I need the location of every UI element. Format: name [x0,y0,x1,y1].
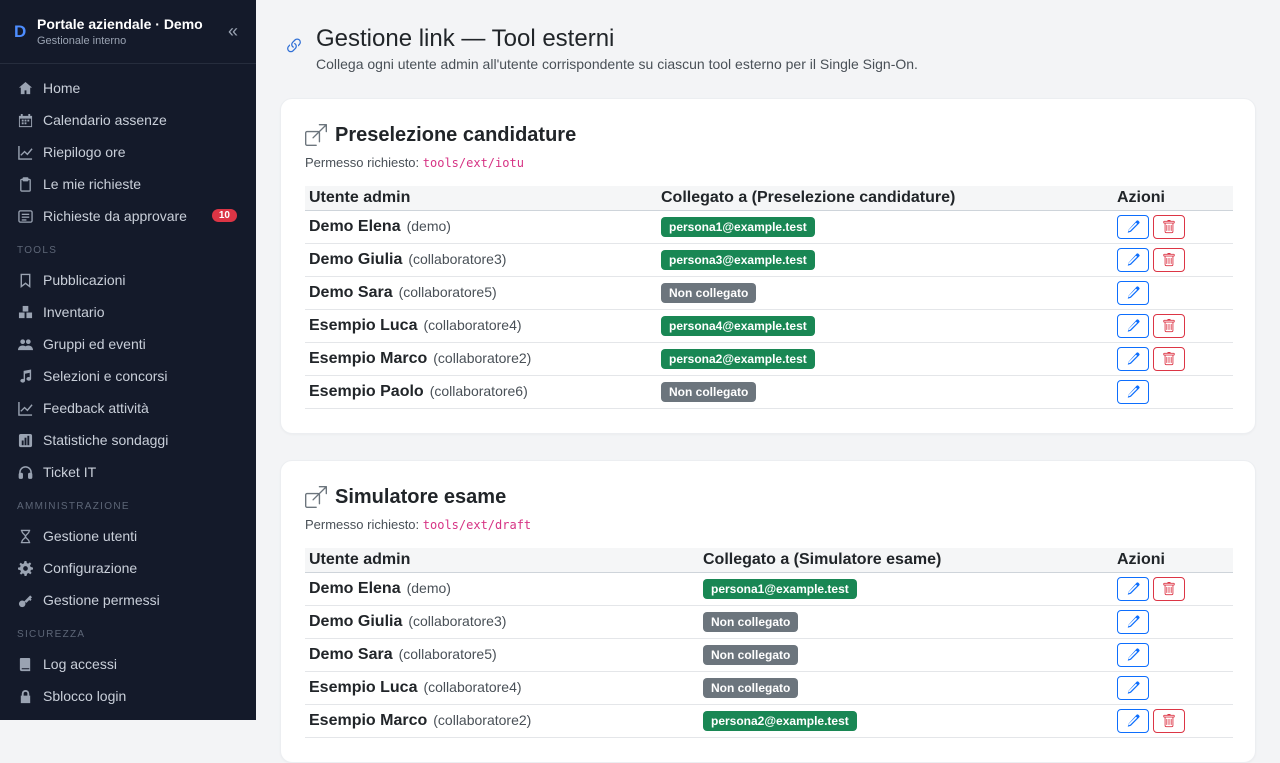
table-row [305,243,1233,276]
actions-cell [1113,375,1233,408]
row-actions [1117,577,1229,601]
delete-link-button[interactable] [1153,577,1185,601]
user-cell [305,572,699,605]
user-name: Esempio Marco [309,349,428,367]
link-cell [699,671,1113,704]
table-row [305,375,1233,408]
pencil-icon [1126,220,1140,234]
pencil-icon [1126,385,1140,399]
link-icon [284,36,304,61]
not-linked-badge: Non collegato [661,283,756,303]
sidebar-item-label: Selezioni e concorsi [43,368,168,384]
sidebar-section-title: TOOLS [17,244,58,256]
user-name: Esempio Luca [309,316,418,334]
sidebar-item-label: Pubblicazioni [43,272,126,288]
bookmark-icon [17,272,33,288]
edit-link-button[interactable] [1117,577,1149,601]
table-row [305,309,1233,342]
user-login: (collaboratore5) [398,283,497,300]
linked-user-badge: persona2@example.test [661,349,815,369]
sidebar-section-title: AMMINISTRAZIONE [17,500,130,512]
not-linked-badge: Non collegato [703,645,798,665]
column-header: Utente admin [305,186,657,210]
row-actions [1117,610,1229,634]
sidebar-item-gestione-utenti[interactable] [0,520,256,552]
user-cell [305,671,699,704]
user-name: Esempio Luca [309,678,418,696]
edit-link-button[interactable] [1117,347,1149,371]
column-header: Azioni [1113,186,1233,210]
actions-cell [1113,704,1233,737]
sidebar-item-label: Log accessi [43,656,117,672]
user-name: Demo Giulia [309,612,403,630]
sidebar-item-configurazione[interactable] [0,552,256,584]
user-login: (demo) [406,217,451,234]
user-cell [305,605,699,638]
calendar-icon [17,112,33,128]
section-card-1 [280,460,1256,763]
edit-link-button[interactable] [1117,248,1149,272]
table-row [305,605,1233,638]
edit-link-button[interactable] [1117,314,1149,338]
pencil-icon [1126,615,1140,629]
user-cell [305,638,699,671]
sidebar-item-log-accessi[interactable] [0,648,256,680]
sidebar-item-label: Calendario assenze [43,112,167,128]
actions-cell [1113,671,1233,704]
link-cell [699,704,1113,737]
home-icon [17,80,33,96]
journal-icon [17,656,33,672]
pencil-icon [1126,352,1140,366]
section-title: Preselezione candidature [335,123,577,146]
edit-link-button[interactable] [1117,380,1149,404]
column-header: Collegato a (Simulatore esame) [699,548,1113,572]
sidebar-item-label: Gestione permessi [43,592,160,608]
trash-icon [1162,253,1176,267]
sidebar [0,0,256,720]
trash-icon [1162,319,1176,333]
sidebar-item-label: Sblocco login [43,688,127,704]
delete-link-button[interactable] [1153,248,1185,272]
trash-icon [1162,220,1176,234]
lock-icon [17,688,33,704]
edit-link-button[interactable] [1117,643,1149,667]
table-row [305,704,1233,737]
sidebar-item-richieste-da-approvare[interactable] [0,200,256,232]
permission-label: Permesso richiesto: [305,517,420,532]
brand-logo: D [14,21,27,41]
sidebar-item-statistiche-sondaggi[interactable] [0,424,256,456]
sidebar-item-label: Gestione utenti [43,528,138,544]
hourglass-icon [17,528,33,544]
user-login: (collaboratore3) [408,250,507,267]
user-name: Demo Elena [309,579,401,597]
link-cell [657,309,1113,342]
sidebar-item-label: Richieste da approvare [43,208,187,224]
sidebar-item-label: Configurazione [43,560,138,576]
edit-link-button[interactable] [1117,676,1149,700]
section-header [305,123,1231,147]
stats-icon [17,432,33,448]
link-cell [699,572,1113,605]
link-cell [657,210,1113,243]
sidebar-item-label: Le mie richieste [43,176,142,192]
pencil-icon [1126,681,1140,695]
not-linked-badge: Non collegato [661,382,756,402]
user-cell [305,276,657,309]
column-header: Utente admin [305,548,699,572]
sidebar-item-label: Riepilogo ore [43,144,126,160]
row-actions [1117,676,1229,700]
main-content [256,0,1280,729]
user-cell [305,243,657,276]
user-login: (collaboratore5) [398,645,497,662]
linked-user-badge: persona1@example.test [703,579,857,599]
table-row [305,671,1233,704]
table-header-row [305,548,1233,572]
edit-link-button[interactable] [1117,709,1149,733]
edit-link-button[interactable] [1117,610,1149,634]
user-login: (collaboratore4) [423,678,522,695]
pencil-icon [1126,319,1140,333]
user-login: (collaboratore3) [408,612,507,629]
brand-subtitle: Gestionale interno [37,35,127,47]
sidebar-item-sblocco-login[interactable] [0,680,256,712]
link-cell [657,276,1113,309]
trash-icon [1162,582,1176,596]
required-permission [305,155,1231,170]
table-row [305,572,1233,605]
pending-count-badge: 10 [212,209,237,222]
sidebar-item-le-mie-richieste[interactable] [0,168,256,200]
links-table [305,548,1233,738]
user-login: (collaboratore2) [433,349,532,366]
sidebar-item-selezioni-e-concorsi[interactable] [0,360,256,392]
people-icon [17,336,33,352]
link-cell [657,342,1113,375]
sidebar-item-label: Inventario [43,304,105,320]
row-actions [1117,281,1229,305]
sidebar-item-label: Feedback attività [43,400,149,416]
clipboard-icon [17,176,33,192]
sidebar-item-ticket-it[interactable] [0,456,256,488]
section-card-0 [280,98,1256,434]
delete-link-button[interactable] [1153,215,1185,239]
column-header: Azioni [1113,548,1233,572]
row-actions [1117,347,1229,371]
user-name: Demo Elena [309,217,401,235]
row-actions [1117,643,1229,667]
sidebar-item-home[interactable] [0,72,256,104]
collapse-sidebar-button[interactable]: « [227,21,238,41]
actions-cell [1113,342,1233,375]
sidebar-nav [0,64,256,712]
page-title: Gestione link — Tool esterni [316,25,615,52]
actions-cell [1113,243,1233,276]
sidebar-item-pubblicazioni[interactable] [0,264,256,296]
user-cell [305,375,657,408]
sidebar-item-riepilogo-ore[interactable] [0,136,256,168]
user-name: Demo Giulia [309,250,403,268]
user-cell [305,309,657,342]
actions-cell [1113,572,1233,605]
permission-label: Permesso richiesto: [305,155,420,170]
actions-cell [1113,276,1233,309]
pencil-icon [1126,648,1140,662]
sidebar-section-title: SICUREZZA [17,628,86,640]
table-row [305,276,1233,309]
edit-link-button[interactable] [1117,281,1149,305]
row-actions [1117,215,1229,239]
user-name: Demo Sara [309,645,393,663]
pencil-icon [1126,714,1140,728]
sidebar-item-gruppi-ed-eventi[interactable] [0,328,256,360]
user-cell [305,342,657,375]
permission-code: tools/ext/draft [422,518,532,532]
trash-icon [1162,352,1176,366]
actions-cell [1113,605,1233,638]
user-cell [305,704,699,737]
user-cell [305,210,657,243]
sidebar-item-gestione-permessi[interactable] [0,584,256,616]
list-icon [17,208,33,224]
link-cell [699,638,1113,671]
brand-title: Portale aziendale · Demo [37,16,203,32]
row-actions [1117,709,1229,733]
linked-user-badge: persona2@example.test [703,711,857,731]
user-login: (demo) [406,579,451,596]
user-name: Esempio Marco [309,711,428,729]
pencil-icon [1126,253,1140,267]
linked-user-badge: persona1@example.test [661,217,815,237]
required-permission [305,517,1231,532]
key-icon [17,592,33,608]
link-cell [657,243,1113,276]
user-login: (collaboratore2) [433,711,532,728]
actions-cell [1113,210,1233,243]
table-row [305,638,1233,671]
user-name: Esempio Paolo [309,382,424,400]
external-link-icon [305,124,327,146]
brand-text [37,16,203,47]
row-actions [1117,314,1229,338]
link-cell [699,605,1113,638]
pencil-icon [1126,582,1140,596]
edit-link-button[interactable] [1117,215,1149,239]
link-cell [657,375,1113,408]
external-link-icon [305,486,327,508]
column-header: Collegato a (Preselezione candidature) [657,186,1113,210]
page-header [284,24,1254,72]
gear-icon [17,560,33,576]
actions-cell [1113,309,1233,342]
links-table [305,186,1233,409]
delete-link-button[interactable] [1153,347,1185,371]
delete-link-button[interactable] [1153,709,1185,733]
sidebar-item-label: Home [43,80,81,96]
page-subtitle: Collega ogni utente admin all'utente corrispondente su ciascun tool esterno per il Single Sign-On. [316,56,918,72]
section-header [305,485,1231,509]
row-actions [1117,380,1229,404]
trash-icon [1162,714,1176,728]
chart-line-icon [17,400,33,416]
table-row [305,210,1233,243]
not-linked-badge: Non collegato [703,678,798,698]
pencil-icon [1126,286,1140,300]
delete-link-button[interactable] [1153,314,1185,338]
chart-line-icon [17,144,33,160]
row-actions [1117,248,1229,272]
user-name: Demo Sara [309,283,393,301]
sidebar-item-calendario-assenze[interactable] [0,104,256,136]
not-linked-badge: Non collegato [703,612,798,632]
sidebar-item-label: Gruppi ed eventi [43,336,146,352]
table-row [305,342,1233,375]
permission-code: tools/ext/iotu [422,156,524,170]
brand [0,0,256,64]
sidebar-item-inventario[interactable] [0,296,256,328]
sidebar-item-feedback-attivit[interactable] [0,392,256,424]
table-header-row [305,186,1233,210]
boxes-icon [17,304,33,320]
music-note-icon [17,368,33,384]
linked-user-badge: persona4@example.test [661,316,815,336]
user-login: (collaboratore6) [429,382,528,399]
headset-icon [17,464,33,480]
user-login: (collaboratore4) [423,316,522,333]
sidebar-item-label: Ticket IT [43,464,97,480]
section-title: Simulatore esame [335,485,507,508]
sidebar-item-label: Statistiche sondaggi [43,432,169,448]
linked-user-badge: persona3@example.test [661,250,815,270]
actions-cell [1113,638,1233,671]
